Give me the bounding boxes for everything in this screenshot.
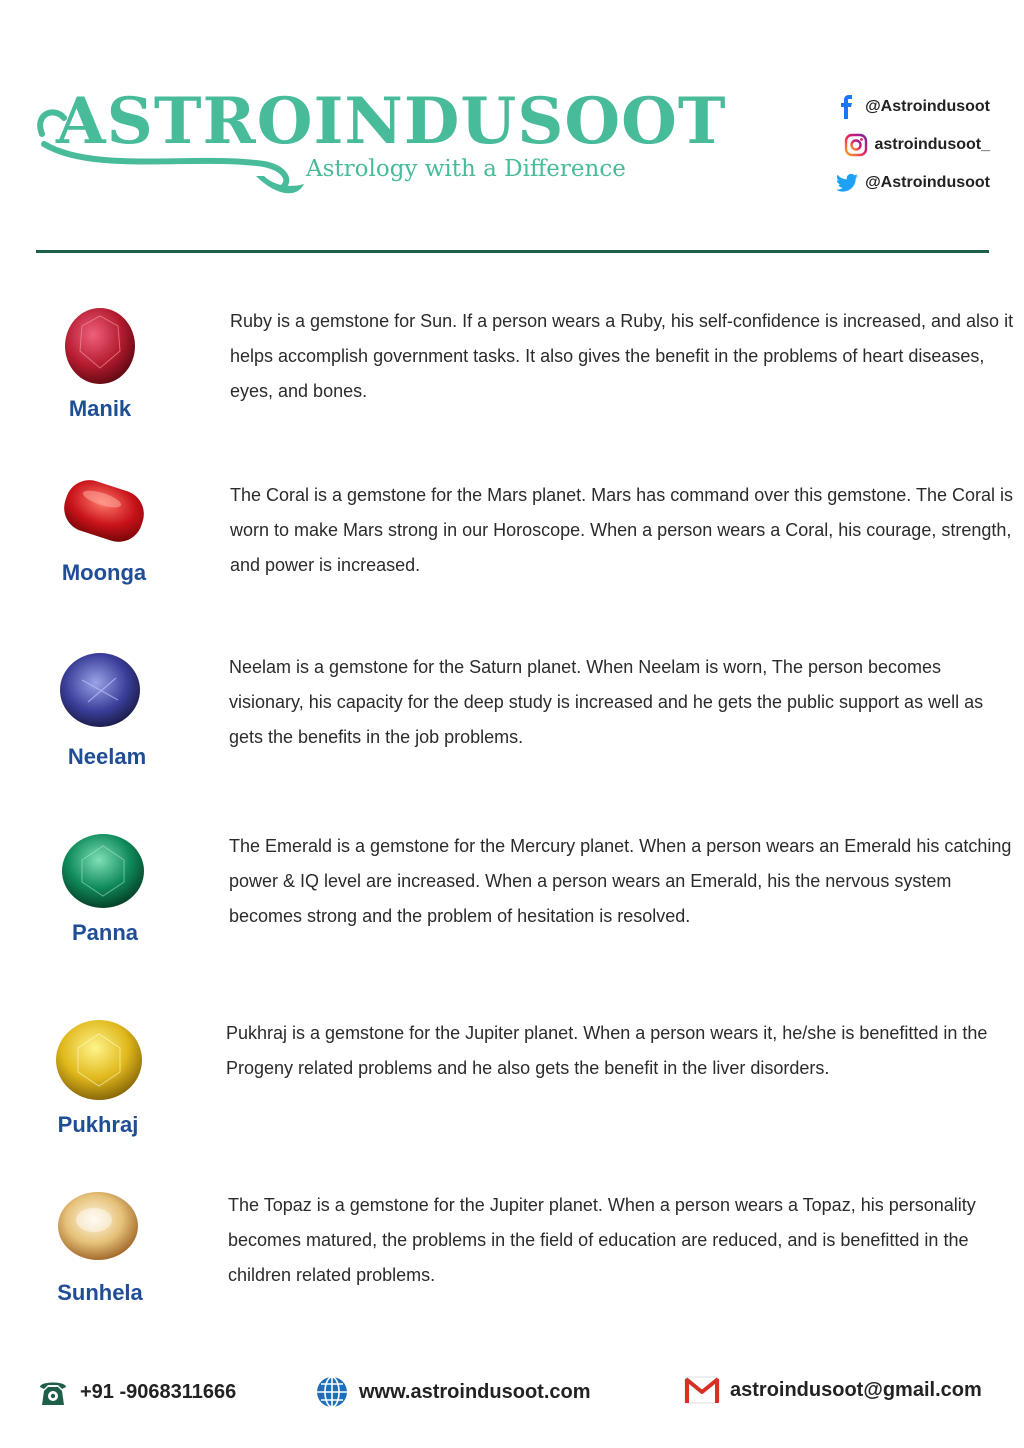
social-handle: @Astroindusoot: [865, 98, 990, 115]
gem-description: Pukhraj is a gemstone for the Jupiter planet. When a person wears it, he/she is benefitted in the Progeny related problems and he also gets the benefit in the liver disorders.: [226, 1023, 988, 1078]
gem-name: Neelam: [67, 744, 147, 769]
footer-contacts: [0, 1375, 1024, 1415]
globe-icon: [315, 1375, 349, 1409]
social-facebook[interactable]: [790, 92, 990, 122]
emerald-gem-icon: [60, 832, 146, 910]
website-link: www.astroindusoot.com: [359, 1380, 591, 1403]
gem-description: Ruby is a gemstone for Sun. If a person wears a Ruby, his self-confidence is increased, and also it helps accomplish government tasks. It also gives the benefit in the problems of heart diseases, eyes, and bones.: [230, 311, 1014, 401]
gem-description: The Topaz is a gemstone for the Jupiter planet. When a person wears a Topaz, his personality becomes matured, the problems in the field of education are reduced, and is benefitted in the children related problems.: [228, 1195, 976, 1285]
twitter-icon: [835, 171, 859, 195]
footer-website[interactable]: [315, 1375, 591, 1409]
phone-icon: [36, 1375, 70, 1409]
gem-name: Manik: [68, 396, 132, 421]
gem-description: The Coral is a gemstone for the Mars planet. Mars has command over this gemstone. The Coral is worn to make Mars strong in our Horoscope. When a person wears a Coral, his courage, strength, and power is increased.: [230, 485, 1014, 575]
gem-name: Panna: [71, 920, 139, 945]
brand-name: ASTROINDUSOOT: [56, 84, 727, 159]
brand-tagline: Astrology with a Difference: [306, 156, 626, 182]
header-divider: [36, 250, 989, 253]
social-twitter[interactable]: [790, 168, 990, 198]
footer-phone[interactable]: [36, 1375, 236, 1409]
social-handle: @Astroindusoot: [865, 174, 990, 191]
ruby-gem-icon: [62, 306, 138, 386]
gem-description: Neelam is a gemstone for the Saturn planet. When Neelam is worn, The person becomes visionary, his capacity for the deep study is increased and he gets the public support as well as gets the benefits in the job problems.: [229, 657, 984, 747]
yellow-sapphire-gem-icon: [54, 1018, 144, 1102]
gem-description: The Emerald is a gemstone for the Mercury planet. When a person wears an Emerald his catching power & IQ level are increased. When a person wears an Emerald, his the nervous system becomes strong and the problem of hesitation is resolved.: [229, 836, 1012, 926]
social-links: [790, 92, 990, 206]
facebook-icon: [835, 95, 859, 119]
sapphire-gem-icon: [58, 650, 142, 730]
instagram-icon: [844, 133, 868, 157]
social-instagram[interactable]: [790, 130, 990, 160]
footer-email[interactable]: [684, 1375, 982, 1405]
social-handle: astroindusoot_: [874, 136, 990, 153]
topaz-gem-icon: [56, 1190, 140, 1262]
gem-name: Sunhela: [57, 1280, 143, 1305]
email-address: astroindusoot@gmail.com: [730, 1378, 982, 1401]
brand-logo: [34, 84, 727, 204]
coral-gem-icon: [58, 475, 150, 551]
phone-number: +91 -9068311666: [80, 1380, 237, 1403]
gem-name: Moonga: [61, 560, 147, 585]
gmail-icon: [684, 1375, 720, 1405]
gem-name: Pukhraj: [57, 1112, 139, 1137]
